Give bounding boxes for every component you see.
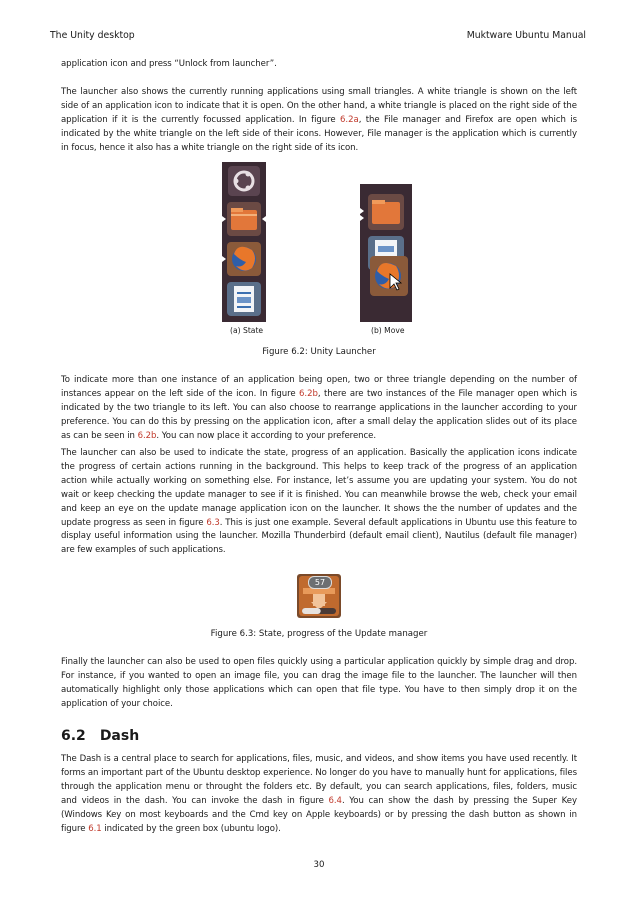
paragraph-progress	[61, 447, 577, 558]
paragraph-dash	[61, 753, 577, 836]
figure-ref-6-2b-second[interactable]: 6.2b	[137, 430, 157, 441]
subcaption-move: (b) Move	[371, 326, 405, 335]
folder-icon	[368, 194, 404, 230]
firefox-icon	[370, 256, 408, 296]
figure-ref-6-2a[interactable]: 6.2a	[340, 114, 359, 125]
progress-fill	[302, 608, 321, 614]
paragraph-instances	[61, 374, 577, 444]
text: , the File manager and Firefox are open which is indicated by the white triangle on the left side of their icons. However, File manager is the application which is currently in focus, hence it also has a white triangle on the right side of its icon.	[61, 114, 577, 153]
text: indicated by the green box (ubuntu logo).	[101, 823, 281, 834]
text: To indicate more than one instance of an application being open, two or three triangle depending on the number of instances appear on the left side of the icon. In figure	[61, 375, 577, 399]
document-icon	[227, 282, 261, 316]
launcher-state-image	[222, 162, 266, 322]
page-number: 30	[313, 860, 325, 870]
subcaption-state: (a) State	[230, 326, 264, 335]
text: . You can now place it according to your preference.	[156, 430, 377, 441]
figure-6-2-caption: Figure 6.2: Unity Launcher	[262, 347, 376, 357]
section-heading	[61, 728, 139, 744]
paragraph-triangles	[61, 86, 577, 156]
figure-ref-6-1[interactable]: 6.1	[88, 823, 102, 834]
update-count-badge: 57	[308, 576, 332, 589]
paragraph-drag-drop: Finally the launcher can also be used to open files quickly using a particular application quickly by simple drag and drop. For instance, if you wanted to open an image file, you can drag the image file to the launcher. The launcher will then automatically highlight only those applications which can open that file type. You have to then simply drop it on the application of your choice.	[61, 657, 577, 709]
launcher-move-icons	[360, 184, 412, 322]
firefox-icon	[227, 242, 261, 276]
text: The launcher can also be used to indicate the state, progress of an application. Basically the application icons indicate the progress of certain actions running in the background. This helps to keep track of the progress of an application action while actually working on something else. For instance, let’s assume you are updating your system. You do not wait or keep checking the update manager to see if it is finished. You can meanwhile browse the web, check your email and keep an eye on the update manage application icon on the launcher. It shows the the number of updates and the update progress as seen in figure	[61, 448, 577, 528]
text: . This is just one example. Several default applications in Ubuntu use this feature to display useful information using the launcher. Mozilla Thunderbird (default email client), Nautilus (default file manager) are few examples of such applications.	[61, 517, 577, 556]
paragraph-intro: application icon and press “Unlock from launcher”.	[61, 59, 277, 69]
folder-icon	[227, 202, 261, 236]
ubuntu-logo-icon	[228, 166, 260, 196]
figure-ref-6-2b[interactable]: 6.2b	[299, 388, 318, 399]
text: The Dash is a central place to search for applications, files, music, and videos, and show items you have used recently. It forms an important part of the Ubuntu desktop experience. No longer do you have to manually hunt for applications, files through the application menu or throught the folders etc. By default, you can search applications, files, folders, music and videos in the dash. You can invoke the dash in figure	[61, 754, 577, 806]
figure-ref-6-3[interactable]: 6.3	[206, 517, 220, 528]
launcher-move-image	[360, 184, 412, 322]
section-title: Dash	[99, 728, 140, 744]
text: . You can show the dash by pressing the Super Key (Windows Key on most keyboards and the Cmd key on Apple keyboards) or by pressing the dash button as shown in figure	[61, 795, 577, 834]
launcher-state-icons	[222, 162, 266, 322]
text: , there are two instances of the File manager open which is indicated by the two triangle to its left. You can also choose to rearrange applications in the launcher according to your preference. You can do this by pressing on the application icon, after a small delay the application slides out of its place as can be seen in	[61, 388, 577, 441]
text: The launcher also shows the currently running applications using small triangles. A white triangle is shown on the left side of an application icon to indicate that it is open. On the other hand, a white triangle is placed on the right side of the application if it is the currently focussed application. In figure	[61, 87, 577, 125]
figure-ref-6-4[interactable]: 6.4	[328, 795, 342, 806]
update-manager-icon	[297, 574, 341, 618]
figure-6-3-caption: Figure 6.3: State, progress of the Update manager	[210, 629, 428, 639]
running-header-left: The Unity desktop	[50, 30, 135, 41]
running-header-right: Muktware Ubuntu Manual	[466, 30, 586, 41]
section-number: 6.2	[61, 728, 86, 744]
